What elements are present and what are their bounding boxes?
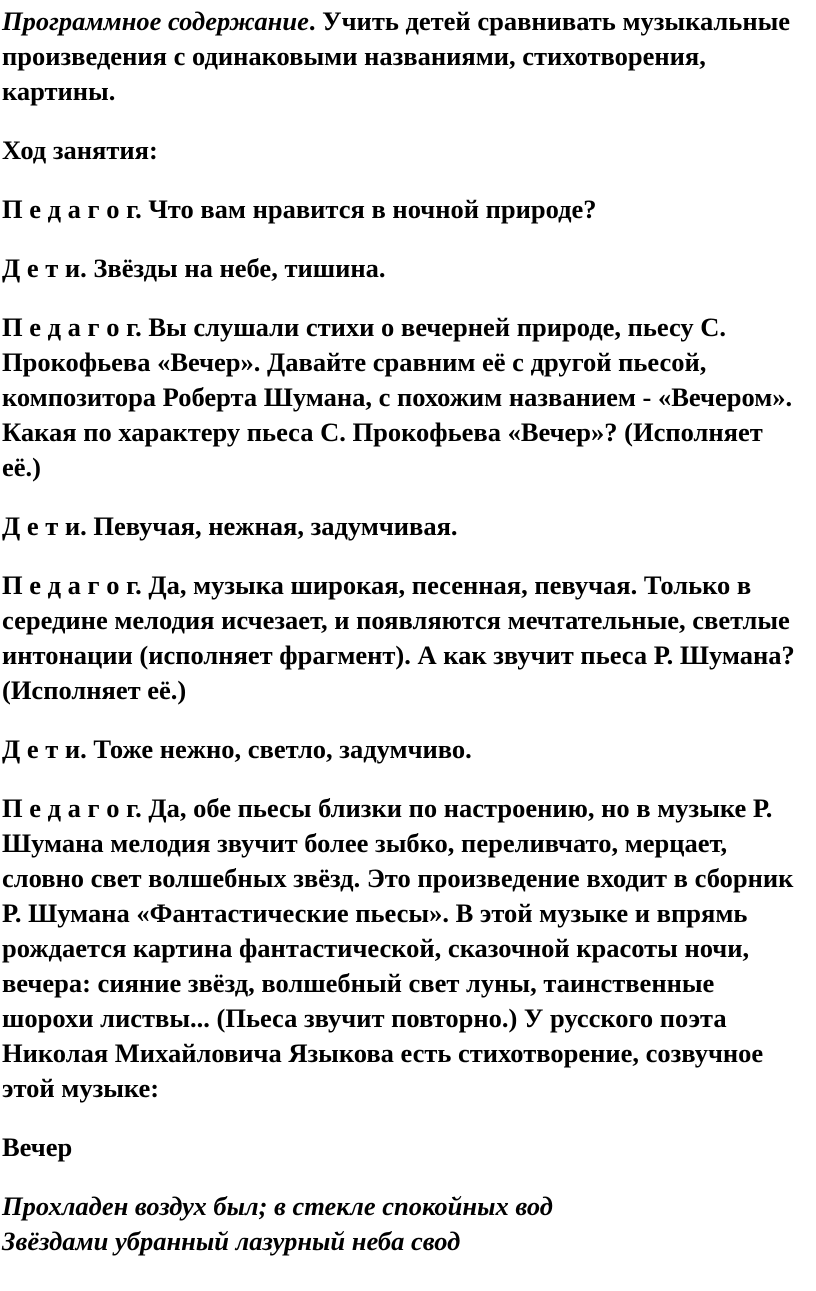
poem-title: Вечер — [2, 1132, 73, 1162]
dialogue-line — [2, 192, 806, 227]
poem-line: Звёздами убранный лазурный неба свод — [2, 1226, 461, 1256]
speaker-teacher: П е д а г о г. — [2, 194, 142, 224]
dialogue-line — [2, 509, 806, 544]
program-content-label: Программное содержание — [2, 6, 309, 36]
program-content-text: Учить детей сравнивать музыкальные произведения с одинаковыми названиями, стихотворения, картины. — [2, 6, 791, 106]
dialogue-text: Звёзды на небе, тишина. — [86, 253, 386, 283]
dialogue-line — [2, 310, 806, 485]
poem-body — [2, 1189, 806, 1259]
section-heading: Ход занятия: — [2, 135, 158, 165]
speaker-children: Д е т и. — [2, 734, 87, 764]
dialogue-line — [2, 251, 806, 286]
dialogue-text: Певучая, нежная, задумчивая. — [86, 511, 458, 541]
dialogue-text: Что вам нравится в ночной природе? — [141, 194, 597, 224]
speaker-children: Д е т и. — [2, 253, 87, 283]
dialogue-text: Да, обе пьесы близки по настроению, но в музыке Р. Шумана мелодия звучит более зыбко, переливчато, мерцает, словно свет волшебных звёзд. Это произведение входит в сборник Р. Шумана «Фантастические пьесы». В этой музыке и впрямь рождается картина фантастической, сказочной красоты ночи, вечера: сияние звёзд, волшебный свет луны, таинственные шорохи листвы... (Пьеса звучит повторно.) У русского поэта Николая Михайловича Языкова есть стихотворение, созвучное этой музыке: — [2, 793, 794, 1103]
program-content-paragraph — [2, 4, 806, 109]
speaker-children: Д е т и. — [2, 511, 87, 541]
poem-line: Прохладен воздух был; в стекле спокойных вод — [2, 1191, 553, 1221]
program-content-label-suffix: . — [308, 6, 316, 36]
dialogue-text: Да, музыка широкая, песенная, певучая. Только в середине мелодия исчезает, и появляются мечтательные, светлые интонации (исполняет фрагмент). А как звучит пьеса Р. Шумана? (Исполняет её.) — [2, 570, 795, 705]
speaker-teacher: П е д а г о г. — [2, 793, 142, 823]
dialogue-line — [2, 732, 806, 767]
dialogue-text: Вы слушали стихи о вечерней природе, пьесу С. Прокофьева «Вечер». Давайте сравним её с другой пьесой, композитора Роберта Шумана, с похожим названием - «Вечером». Какая по характеру пьеса С. Прокофьева «Вечер»? (Исполняет её.) — [2, 312, 793, 482]
speaker-teacher: П е д а г о г. — [2, 570, 142, 600]
dialogue-line — [2, 568, 806, 708]
dialogue-line — [2, 791, 806, 1106]
dialogue-text: Тоже нежно, светло, задумчиво. — [86, 734, 472, 764]
speaker-teacher: П е д а г о г. — [2, 312, 142, 342]
